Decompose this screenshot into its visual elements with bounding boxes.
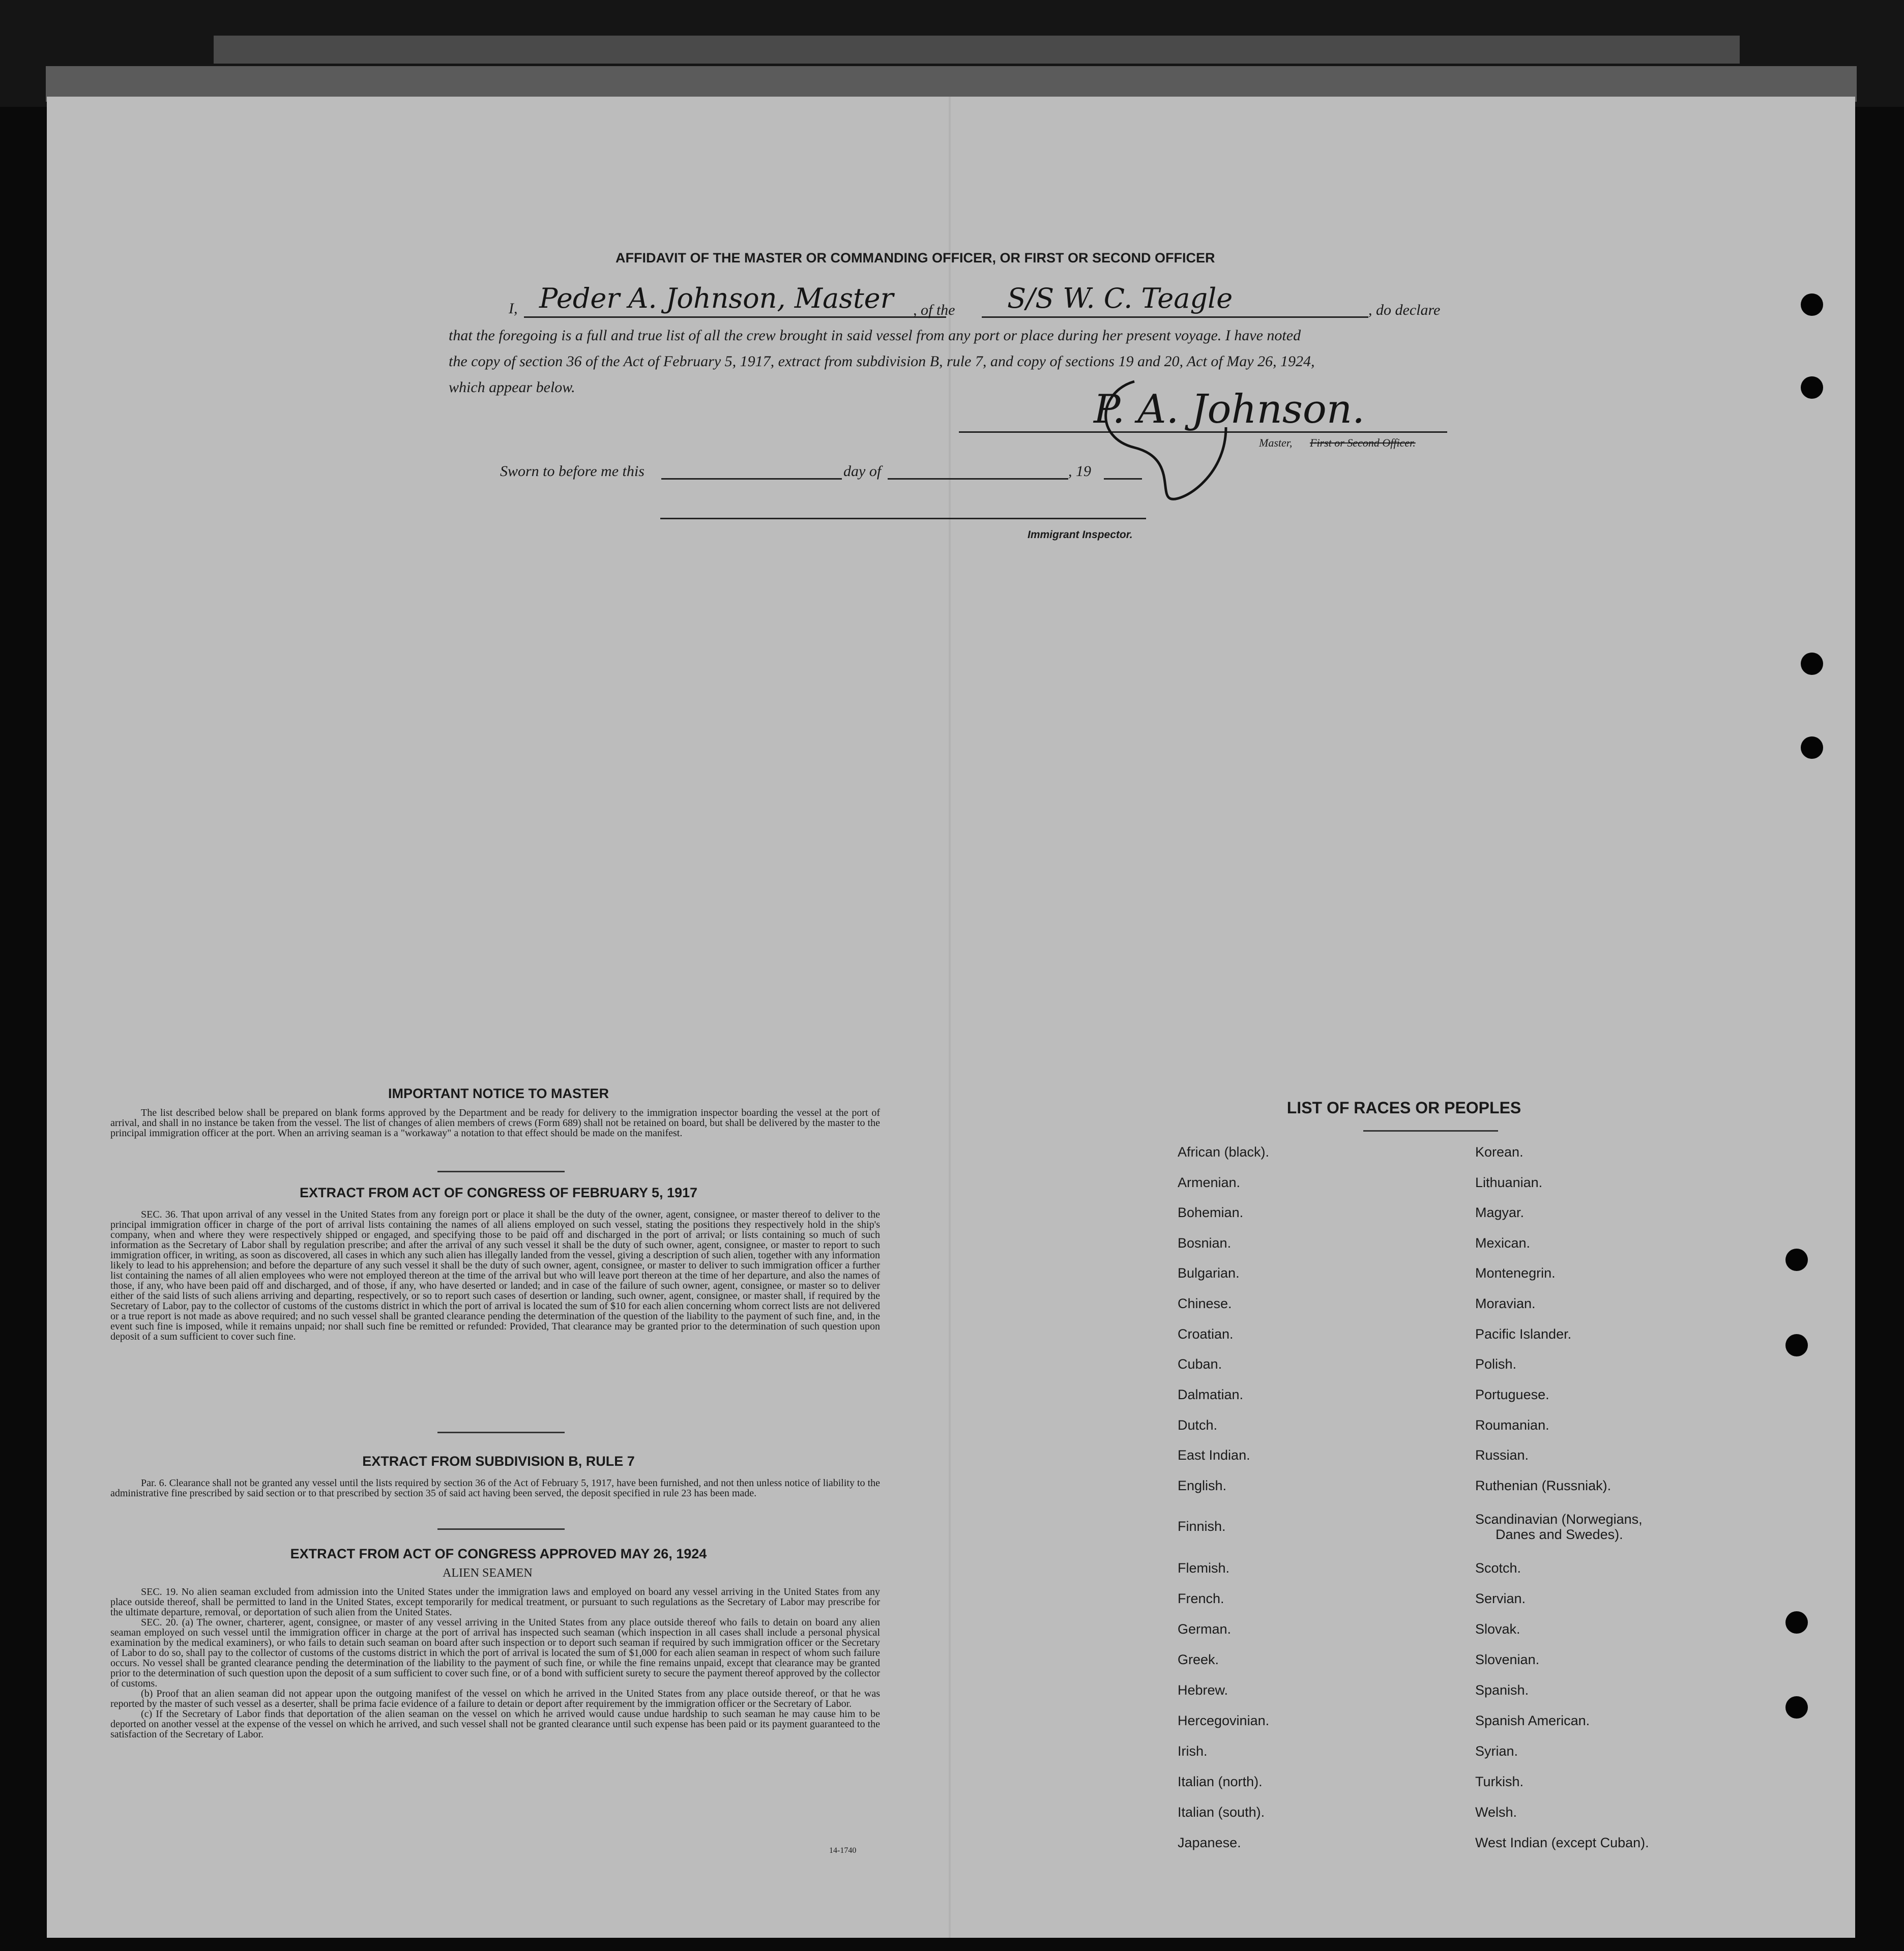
extract-rule7-body xyxy=(110,1478,880,1498)
punch-hole xyxy=(1785,1249,1808,1271)
extract-1917-text: SEC. 36. That upon arrival of any vessel in the United States from any foreign port or place it shall be the duty of the owner, agent, consignee, or master thereof to deliver to the principal immigration officer in charge of the port of arrival lists containing the names of all aliens employed on such vessel, stating the positions they respectively hold in the ship's company, when and where they were respectively shipped or engaged, and specifying those to be paid off and discharged in the port of arrival; or lists containing so much of such information as the Secretary of Labor shall by regulation prescribe; and after the arrival of any such vessel it shall be the duty of such owner, agent, consignee, or master to report to such immigration officer, in writing, as soon as discovered, all cases in which any such alien has illegally landed from the vessel, giving a description of such alien, together with any information likely to lead to his apprehension; and before the departure of any such vessel it shall be the duty of such owner, agent, consignee, or master to deliver to such immigration officer a further list containing the names of all alien employees who were not employed thereon at the time of the arrival but who will leave port thereon at the time of her departure, and also the names of those, if any, who have been paid off and discharged, and of those, if any, who have deserted or landed; and in case of the failure of such owner, agent, consignee, or master so to deliver either of the said lists of such aliens arriving and departing, respectively, or so to report such cases of desertion or landing, such owner, agent, consignee, or master shall, if required by the Secretary of Labor, pay to the collector of customs of the customs district in which the port of arrival is located the sum of $10 for each alien concerning whom correct lists are not delivered or a true report is not made as above required; and no such vessel shall be granted clearance pending the determination of the question of the liability to the payment of such fine, and, in the event such fine is imposed, while it remains unpaid; nor shall such fine be remitted or refunded: Provided, That clearance may be granted prior to the determination of such question upon deposit of a sum sufficient to cover such fine. xyxy=(110,1209,880,1342)
extract-1924-sec19: SEC. 19. No alien seaman excluded from admission into the United States under the immigration laws and employed on board any vessel arriving in the United States from any place outside thereof, shall be permitted to land in the United States, except temporarily for medical treatment, or pursuant to such regulations as the Secretary of Labor may prescribe for the ultimate departure, removal, or deportation of such alien from the United States. xyxy=(110,1586,880,1618)
extract-1917-title: EXTRACT FROM ACT OF CONGRESS OF FEBRUARY 5, 1917 xyxy=(299,1185,698,1200)
punch-hole xyxy=(1801,736,1823,759)
race-item: Dalmatian. xyxy=(1178,1387,1244,1402)
race-item: Polish. xyxy=(1475,1356,1517,1372)
races-divider xyxy=(1363,1130,1498,1132)
sworn-day-line xyxy=(661,478,842,480)
affidavit-title: AFFIDAVIT OF THE MASTER OR COMMANDING OFFICER, OR FIRST OR SECOND OFFICER xyxy=(616,250,1215,265)
extract-1924-title: EXTRACT FROM ACT OF CONGRESS APPROVED MAY 26, 1924 xyxy=(290,1546,707,1561)
punch-hole xyxy=(1785,1696,1808,1719)
race-item: Bosnian. xyxy=(1178,1235,1232,1251)
races-title: LIST OF RACES OR PEOPLES xyxy=(1286,1099,1521,1117)
race-item: Bohemian. xyxy=(1178,1205,1244,1220)
affidavit-body-line-1: that the foregoing is a full and true list of all the crew brought in said vessel from any port or place during her present voyage. I have noted xyxy=(449,327,1301,344)
race-item: Magyar. xyxy=(1475,1205,1525,1220)
race-item: Moravian. xyxy=(1475,1296,1536,1311)
notice-body xyxy=(110,1108,880,1138)
race-item: Mexican. xyxy=(1475,1235,1531,1251)
race-item: Pacific Islander. xyxy=(1475,1326,1572,1342)
race-item: Lithuanian. xyxy=(1475,1175,1543,1190)
signature-caption-struck: First or Second Officer. xyxy=(1310,436,1416,449)
section-divider xyxy=(437,1432,565,1433)
race-item: Slovenian. xyxy=(1475,1652,1540,1667)
race-item: Dutch. xyxy=(1178,1417,1218,1433)
extract-1924-sec20a: SEC. 20. (a) The owner, charterer, agent, consignee, or master of any vessel arriving in the United States from any place outside thereof who fails to detain on board any alien seaman employed on such vessel until the immigration officer in charge at the port of arrival has inspected such seaman (which inspection in all cases shall include a personal physical examination by the medical examiners), or who fails to detain such seaman on board after such inspection or to deport such seaman if required by such immigration officer or the Secretary of Labor to do so, shall pay to the collector of customs of the customs district in which the port of arrival is located the sum of $1,000 for each alien seaman in respect of whom such failure occurs. No vessel shall be granted clearance pending the determination of the liability to the payment of such fine, or while the fine remains unpaid, except that clearance may be granted prior to the determination of such question upon the deposit of a sum sufficient to cover such fine, or of a bond with sufficient surety to secure the payment thereof approved by the collector of customs. xyxy=(110,1617,880,1689)
race-item: English. xyxy=(1178,1478,1227,1493)
sworn-label: Sworn to before me this xyxy=(500,463,645,480)
section-divider xyxy=(437,1171,565,1172)
extract-1917-body xyxy=(110,1209,880,1342)
handwritten-signature: P. A. Johnson. xyxy=(1094,387,1365,432)
race-item: Spanish American. xyxy=(1475,1713,1590,1728)
extract-1924-sec20c: (c) If the Secretary of Labor finds that deportation of the alien seaman on the vessel on which he arrived would cause undue hardship to such seaman he may cause him to be deported on another vessel at the expense of the vessel on which he arrived, and such vessel shall not be granted clearance until such expense has been paid or its payment guaranteed to the satisfaction of the Secretary of Labor. xyxy=(110,1708,880,1740)
race-item: Italian (south). xyxy=(1178,1805,1265,1820)
race-item: West Indian (except Cuban). xyxy=(1475,1835,1649,1850)
signature-caption-master: Master, xyxy=(1259,436,1293,449)
extract-rule7-title: EXTRACT FROM SUBDIVISION B, RULE 7 xyxy=(362,1454,635,1469)
day-of-label: day of xyxy=(843,463,882,480)
do-declare-label: , do declare xyxy=(1368,302,1441,318)
race-item: Armenian. xyxy=(1178,1175,1241,1190)
race-item: Ruthenian (Russniak). xyxy=(1475,1478,1612,1493)
notice-title: IMPORTANT NOTICE TO MASTER xyxy=(388,1086,609,1101)
race-item: Slovak. xyxy=(1475,1621,1520,1637)
handwritten-vessel-name: S/S W. C. Teagle xyxy=(1007,282,1233,314)
race-item: French. xyxy=(1178,1591,1224,1606)
extract-1924-subtitle: ALIEN SEAMEN xyxy=(443,1566,533,1580)
of-the-label: , of the xyxy=(913,302,955,318)
race-item: Italian (north). xyxy=(1178,1774,1263,1789)
affidavit-body-line-3: which appear below. xyxy=(449,379,575,396)
race-item: Hebrew. xyxy=(1178,1682,1228,1698)
race-item: Syrian. xyxy=(1475,1743,1518,1759)
scanner-edge-strip xyxy=(214,36,1740,64)
punch-hole xyxy=(1801,653,1823,675)
sworn-year-line xyxy=(1104,478,1142,480)
races-left-column xyxy=(1178,1144,1432,1856)
race-item: Flemish. xyxy=(1178,1560,1230,1576)
race-item: Montenegrin. xyxy=(1475,1265,1556,1281)
race-item: Hercegovinian. xyxy=(1178,1713,1270,1728)
inspector-caption: Immigrant Inspector. xyxy=(1028,529,1133,541)
race-item: Scotch. xyxy=(1475,1560,1521,1576)
race-item: Korean. xyxy=(1475,1144,1524,1160)
year-prefix-label: , 19 xyxy=(1068,463,1091,480)
race-item: Cuban. xyxy=(1178,1356,1222,1372)
extract-rule7-text: Par. 6. Clearance shall not be granted any vessel until the lists required by section 36 of the Act of February 5, 1917, have been furnished, and not then unless notice of liability to the administrative fine prescribed by said section or to that prescribed by section 35 of said act having been served, the deposit specified in rule 23 has been made. xyxy=(110,1477,880,1499)
punch-hole xyxy=(1785,1611,1808,1634)
race-item: Turkish. xyxy=(1475,1774,1524,1789)
race-item: Servian. xyxy=(1475,1591,1526,1606)
extract-1924-body xyxy=(110,1587,880,1739)
extract-1924-sec20b: (b) Proof that an alien seaman did not appear upon the outgoing manifest of the vessel on which he arrived in the United States from any place outside thereof, or that he was reported by the master of such vessel as a deserter, shall be prima facie evidence of a failure to detain or deport after requirement by the immigration officer or the Secretary of Labor. xyxy=(110,1688,880,1709)
race-item: Finnish. xyxy=(1178,1519,1226,1534)
affidavit-i-label: I, xyxy=(509,300,518,317)
race-item: Greek. xyxy=(1178,1652,1219,1667)
race-item: East Indian. xyxy=(1178,1447,1250,1463)
name-line xyxy=(524,316,946,318)
race-item: Bulgarian. xyxy=(1178,1265,1240,1281)
race-item: Welsh. xyxy=(1475,1805,1517,1820)
race-item: African (black). xyxy=(1178,1144,1270,1160)
race-item: Portuguese. xyxy=(1475,1387,1549,1402)
punch-hole xyxy=(1785,1334,1808,1356)
races-right-column xyxy=(1475,1144,1780,1856)
page-fold xyxy=(949,97,951,1938)
race-item-continued: Danes and Swedes). xyxy=(1496,1527,1623,1542)
race-item: Russian. xyxy=(1475,1447,1529,1463)
inspector-signature-line xyxy=(660,518,1146,519)
vessel-line xyxy=(982,316,1368,318)
affidavit-body-line-2: the copy of section 36 of the Act of February 5, 1917, extract from subdivision B, rule 7, and copy of sections 19 and 20, Act of May 26, 1924, xyxy=(449,353,1315,370)
race-item: German. xyxy=(1178,1621,1232,1637)
handwritten-master-name: Peder A. Johnson, Master xyxy=(539,282,894,314)
race-item: Irish. xyxy=(1178,1743,1208,1759)
notice-text: The list described below shall be prepared on blank forms approved by the Department and be ready for delivery to the immigration inspector boarding the vessel at the port of arrival, and shall in no instance be taken from the vessel. The list of changes of alien members of crews (Form 689) shall not be retained on board, but shall be delivered by the master to the principal immigration officer at the port. When an arriving seaman is a "workaway" a notation to that effect should be made on the manifest. xyxy=(110,1107,880,1139)
race-item: Chinese. xyxy=(1178,1296,1232,1311)
sworn-month-line xyxy=(888,478,1068,480)
race-item: Croatian. xyxy=(1178,1326,1234,1342)
section-divider xyxy=(437,1528,565,1530)
race-item: Spanish. xyxy=(1475,1682,1529,1698)
race-item: Japanese. xyxy=(1178,1835,1241,1850)
race-item: Roumanian. xyxy=(1475,1417,1549,1433)
race-item: Scandinavian (Norwegians, xyxy=(1475,1512,1643,1527)
punch-hole xyxy=(1801,293,1823,316)
punch-hole xyxy=(1801,376,1823,399)
form-number: 14-1740 xyxy=(829,1846,857,1855)
